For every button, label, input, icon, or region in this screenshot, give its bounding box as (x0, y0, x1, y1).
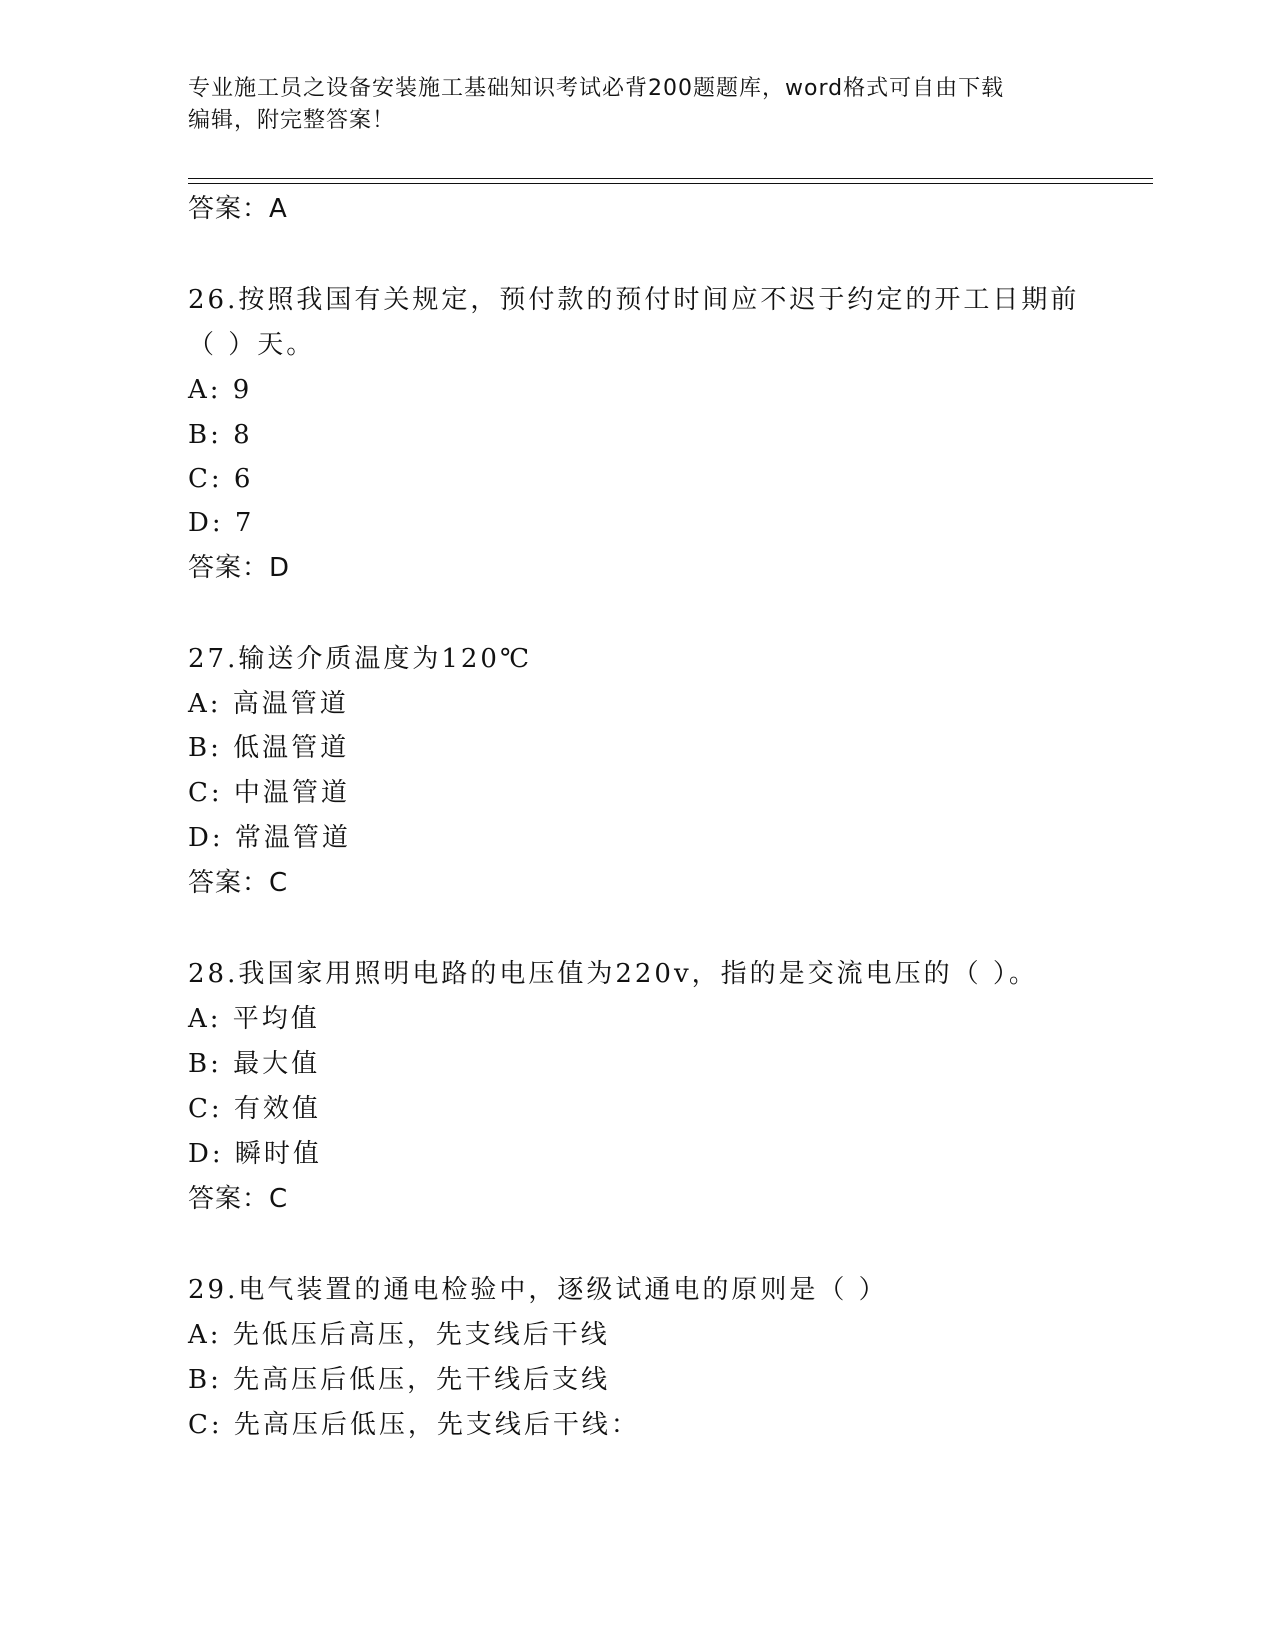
header-divider-top (188, 178, 1153, 179)
question-29-option-a: A: 先低压后高压，先支线后干线 (188, 1320, 610, 1350)
header-line-1: 专业施工员之设备安装施工基础知识考试必背200题题库，word格式可自由下载 (188, 76, 1005, 101)
question-26-answer: 答案：D (188, 553, 291, 583)
question-28-option-b: B: 最大值 (188, 1049, 321, 1079)
question-27-option-d: D: 常温管道 (188, 823, 351, 853)
question-27-option-c: C: 中温管道 (188, 778, 350, 808)
question-27-option-b: B: 低温管道 (188, 733, 350, 763)
answer-line: 答案：A (188, 194, 288, 224)
question-29-option-c: C: 先高压后低压，先支线后干线： (188, 1410, 640, 1440)
header-line-2: 编辑，附完整答案！ (188, 108, 396, 133)
question-28-option-d: D: 瞬时值 (188, 1139, 322, 1169)
question-26-text: 26.按照我国有关规定，预付款的预付时间应不迟于约定的开工日期前 (188, 285, 1080, 315)
question-26-option-b: B: 8 (188, 420, 253, 450)
question-26-option-a: A: 9 (188, 375, 253, 405)
question-28-option-c: C: 有效值 (188, 1094, 321, 1124)
question-26-option-c: C: 6 (188, 464, 254, 494)
header-divider-bottom (188, 183, 1153, 184)
question-28-option-a: A: 平均值 (188, 1004, 320, 1034)
question-27-text: 27.输送介质温度为120℃ (188, 644, 533, 674)
question-27-answer: 答案：C (188, 868, 289, 898)
question-28-answer: 答案：C (188, 1184, 289, 1214)
question-27-option-a: A: 高温管道 (188, 689, 349, 719)
question-26-text-cont: （ ）天。 (188, 330, 316, 360)
question-29-text: 29.电气装置的通电检验中，逐级试通电的原则是（ ） (188, 1275, 888, 1305)
question-26-option-d: D: 7 (188, 508, 255, 538)
question-29-option-b: B: 先高压后低压，先干线后支线 (188, 1365, 611, 1395)
document-header (188, 73, 1068, 137)
question-28-text: 28.我国家用照明电路的电压值为220v，指的是交流电压的（ ）。 (188, 959, 1038, 989)
